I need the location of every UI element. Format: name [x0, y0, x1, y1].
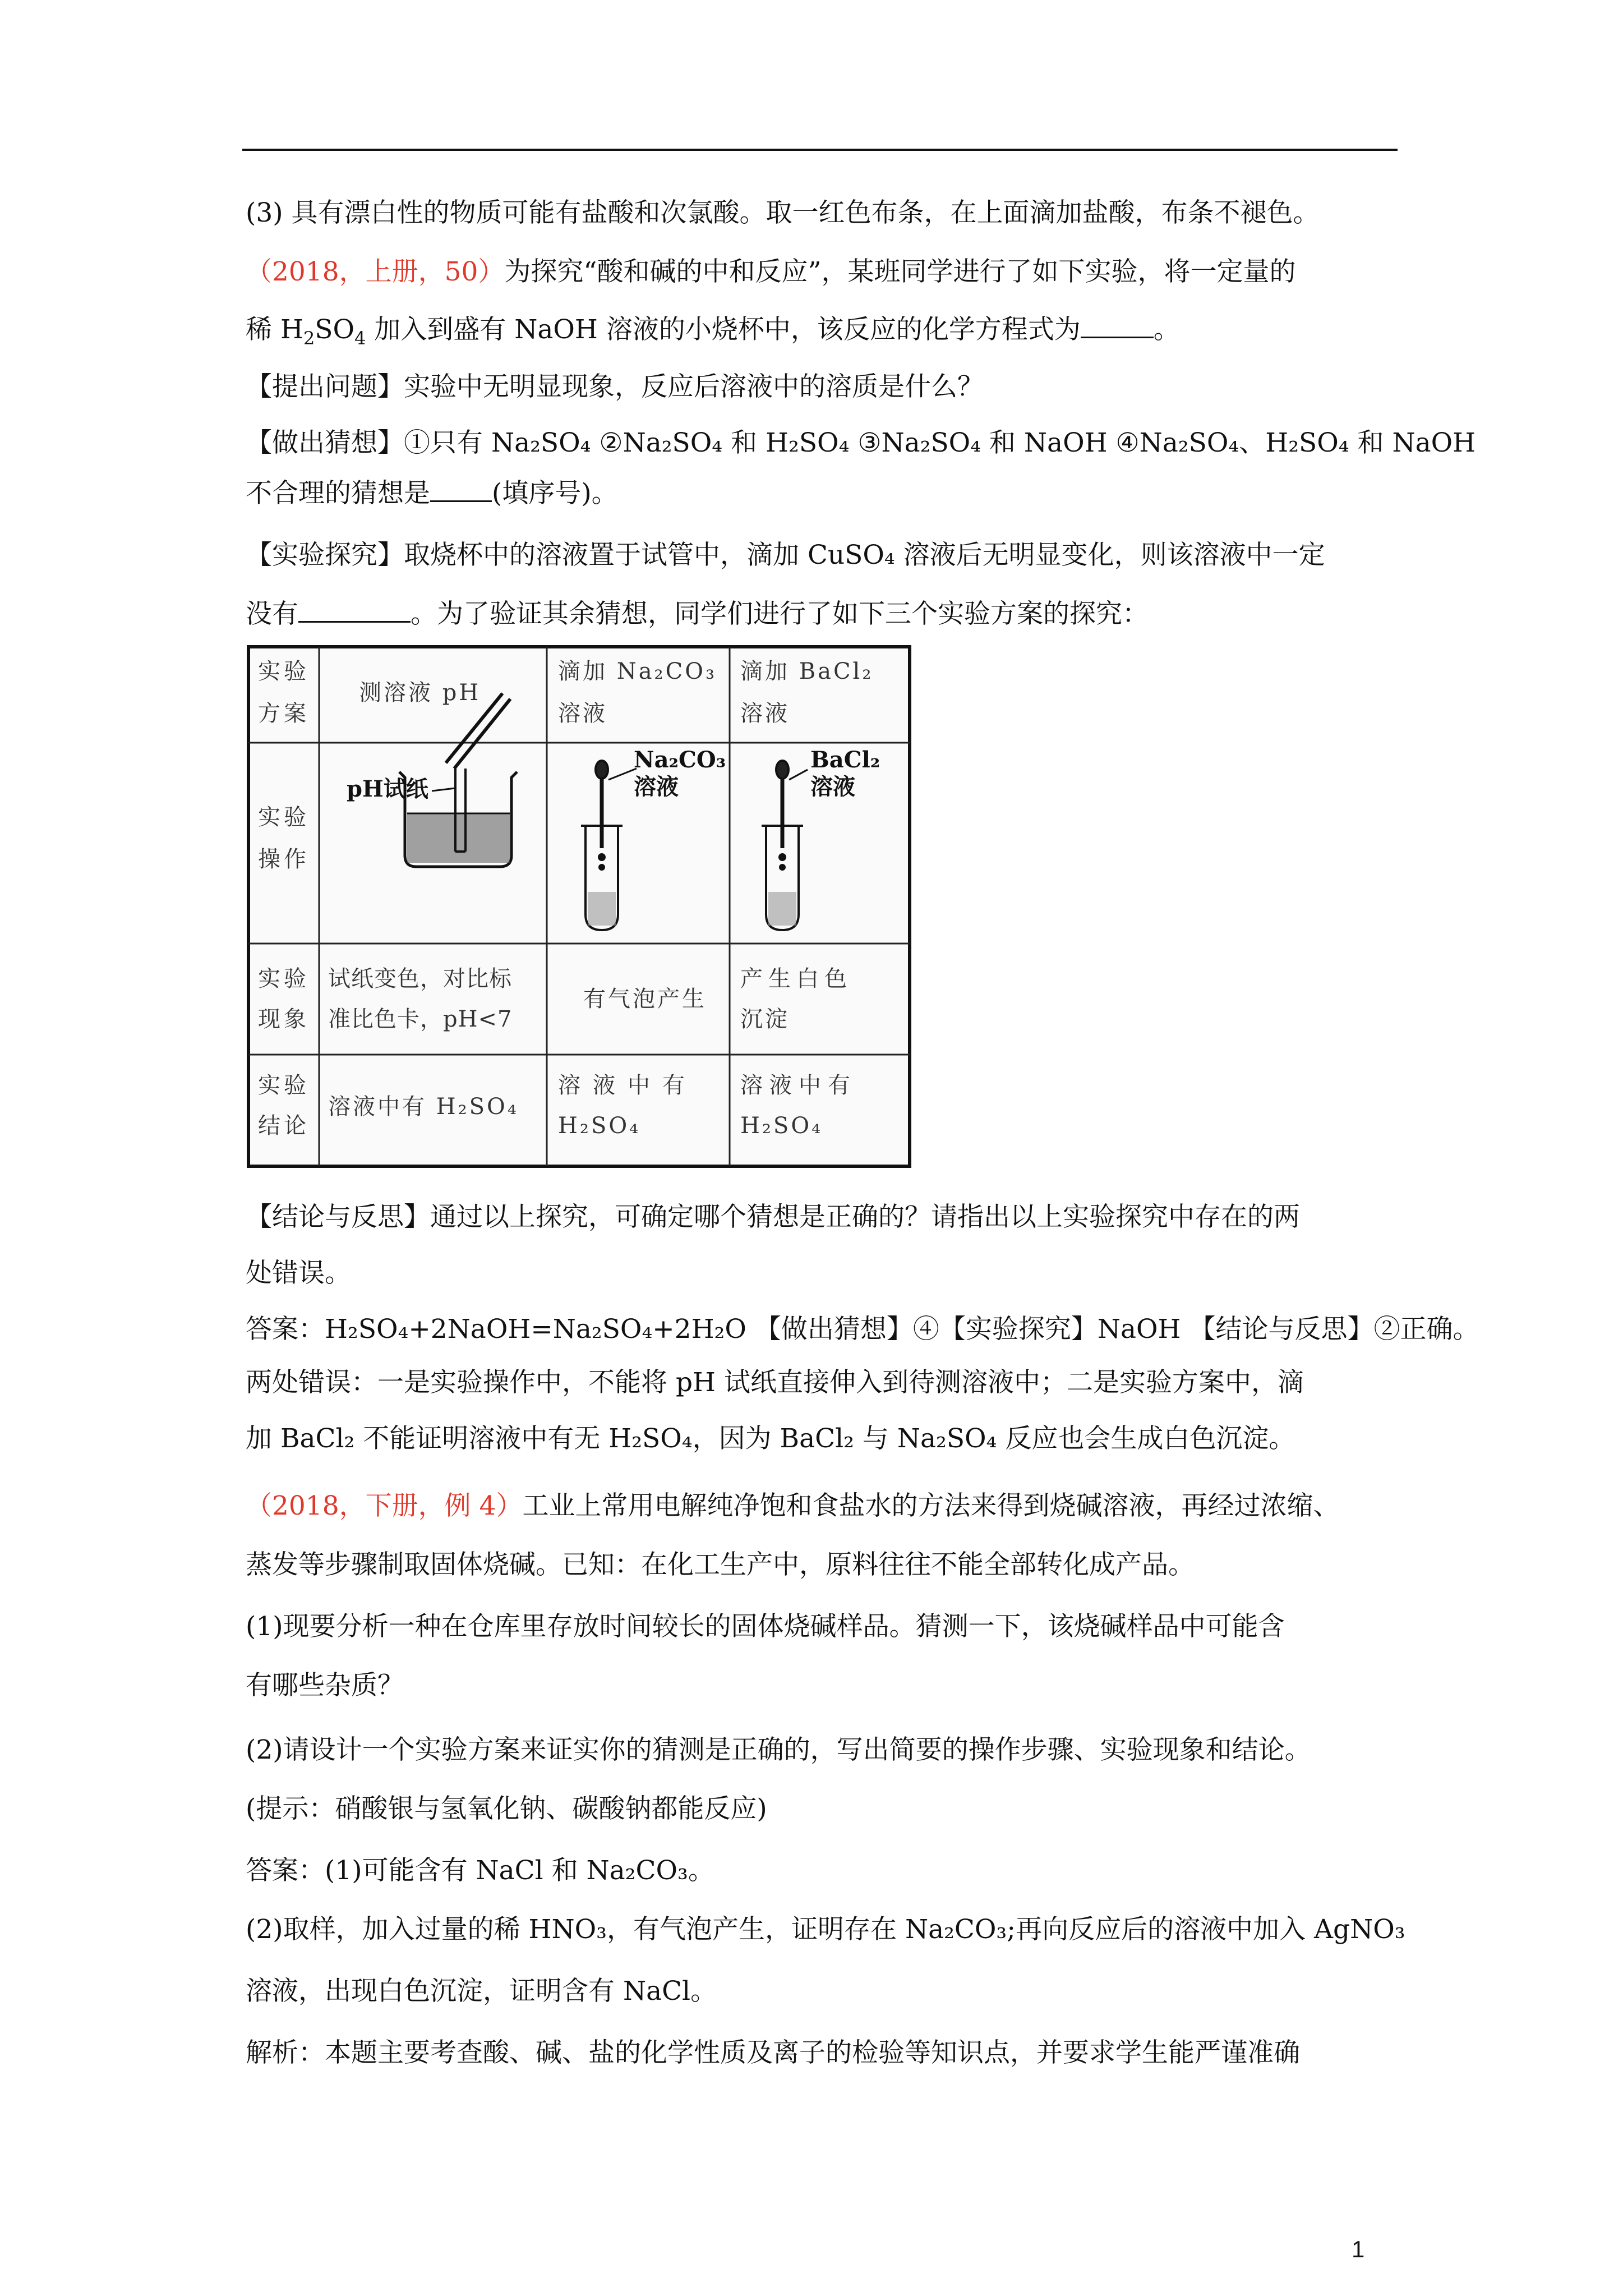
text-line: (2)请设计一个实验方案来证实你的猜测是正确的，写出简要的操作步骤、实验现象和结论。 — [246, 1734, 1311, 1765]
text-line: (2)取样，加入过量的稀 HNO₃，有气泡产生，证明存在 Na₂CO₃;再向反应后的溶液中加入 AgNO₃ — [246, 1914, 1405, 1945]
bacl2-label: BaCl₂ — [810, 747, 880, 773]
row-header-phenomenon-2: 现象 — [258, 1006, 310, 1032]
text-line: 溶液，出现白色沉淀，证明含有 NaCl。 — [246, 1976, 717, 2007]
page-number: 1 — [1352, 2236, 1365, 2262]
phenomenon-ph: 试纸变色，对比标 — [328, 966, 512, 992]
text-line: 答案：H₂SO₄+2NaOH=Na₂SO₄+2H₂O 【做出猜想】④【实验探究】NaOH 【结论与反思】②正确。 — [246, 1314, 1479, 1345]
text-line: 蒸发等步骤制取固体烧碱。已知：在化工生产中，原料往往不能全部转化成产品。 — [246, 1549, 1195, 1580]
dropper-test-tube-na2co3 — [581, 761, 637, 930]
scheme-ph: 测溶液 pH — [359, 680, 481, 706]
scheme-bacl2: 滴加 BaCl₂ — [740, 659, 874, 684]
answer-blank — [430, 498, 492, 502]
conclusion-bacl2: 溶液中有 — [740, 1073, 857, 1098]
row-header-conclusion-1: 实验 — [258, 1073, 310, 1098]
text-line: 有哪些杂质？ — [246, 1670, 404, 1701]
text-line: 处错误。 — [246, 1258, 351, 1289]
text-line: （2018，上册，50）为探究“酸和碱的中和反应”，某班同学进行了如下实验，将一定量的 — [246, 256, 1296, 287]
text-line: 【实验探究】取烧杯中的溶液置于试管中，滴加 CuSO₄ 溶液后无明显变化，则该溶液中一定 — [246, 540, 1325, 570]
answer-blank — [1081, 334, 1154, 338]
text-line: 答案：(1)可能含有 NaCl 和 Na₂CO₃。 — [246, 1855, 714, 1886]
text-line: （2018，下册，例 4）工业上常用电解纯净饱和食盐水的方法来得到烧碱溶液，再经过浓缩、 — [246, 1490, 1340, 1521]
answer-blank — [298, 619, 411, 623]
na2co3-label-b: 溶液 — [634, 774, 679, 800]
text-line: 加 BaCl₂ 不能证明溶液中有无 H₂SO₄，因为 BaCl₂ 与 Na₂SO₄ 反应也会生成白色沉淀。 — [246, 1423, 1295, 1454]
row-header-operation-1: 实验 — [258, 804, 310, 830]
row-header-phenomenon-1: 实验 — [258, 966, 310, 992]
conclusion-bacl2-b: H₂SO₄ — [740, 1113, 823, 1139]
bacl2-label-b: 溶液 — [810, 774, 855, 800]
text-line: 两处错误：一是实验操作中，不能将 pH 试纸直接伸入到待测溶液中；二是实验方案中，滴 — [246, 1367, 1304, 1398]
phenomenon-ph-b: 准比色卡，pH<7 — [328, 1006, 513, 1032]
row-header-conclusion-2: 结论 — [258, 1113, 310, 1139]
phenomenon-na2co3: 有气泡产生 — [583, 986, 707, 1012]
row-header-scheme-1: 实验 — [258, 659, 310, 684]
row-header-scheme-2: 方案 — [258, 701, 310, 726]
text-line: 【提出问题】实验中无明显现象，反应后溶液中的溶质是什么？ — [246, 371, 984, 402]
conclusion-ph: 溶液中有 H₂SO₄ — [328, 1094, 519, 1120]
scheme-na2co3-b: 溶液 — [558, 701, 607, 726]
scheme-bacl2-b: 溶液 — [740, 701, 790, 726]
text-line: 【做出猜想】①只有 Na₂SO₄ ②Na₂SO₄ 和 H₂SO₄ ③Na₂SO₄ 和 NaOH ④Na₂SO₄、H₂SO₄ 和 NaOH — [246, 427, 1476, 458]
dropper-test-tube-bacl2 — [762, 761, 808, 930]
na2co3-label: Na₂CO₃ — [634, 747, 726, 773]
ph-paper-label: pH试纸 — [347, 776, 428, 802]
text-line: (1)现要分析一种在仓库里存放时间较长的固体烧碱样品。猜测一下，该烧碱样品中可能含 — [246, 1611, 1285, 1642]
text-line: (3) 具有漂白性的物质可能有盐酸和次氯酸。取一红色布条，在上面滴加盐酸，布条不褪色。 — [246, 197, 1320, 228]
row-header-operation-2: 操作 — [258, 846, 310, 872]
source-reference: （2018，下册，例 4） — [246, 1490, 523, 1521]
text-line: 【结论与反思】通过以上探究，可确定哪个猜想是正确的？请指出以上实验探究中存在的两 — [246, 1202, 1300, 1232]
experiment-table — [247, 645, 911, 1168]
text-line: 解析：本题主要考查酸、碱、盐的化学性质及离子的检验等知识点，并要求学生能严谨准确 — [246, 2037, 1300, 2068]
phenomenon-bacl2: 产生白色 — [740, 966, 852, 992]
text-line: 稀 $H_2SO_4$ 加入到盛有 NaOH 溶液的小烧杯中，该反应的化学方程式为 。 — [246, 314, 1180, 349]
conclusion-na2co3: 溶液中有 — [558, 1073, 697, 1098]
source-reference: （2018，上册，50） — [246, 256, 505, 287]
text-line: 不合理的猜想是 (填序号)。 — [246, 478, 618, 509]
text-line: (提示：硝酸银与氢氧化钠、碳酸钠都能反应) — [246, 1793, 767, 1824]
phenomenon-bacl2-b: 沉淀 — [740, 1006, 790, 1032]
scheme-na2co3: 滴加 Na₂CO₃ — [558, 659, 717, 684]
conclusion-na2co3-b: H₂SO₄ — [558, 1113, 641, 1139]
header-rule — [242, 149, 1398, 151]
text-line: 没有 。为了验证其余猜想，同学们进行了如下三个实验方案的探究： — [246, 599, 1149, 629]
